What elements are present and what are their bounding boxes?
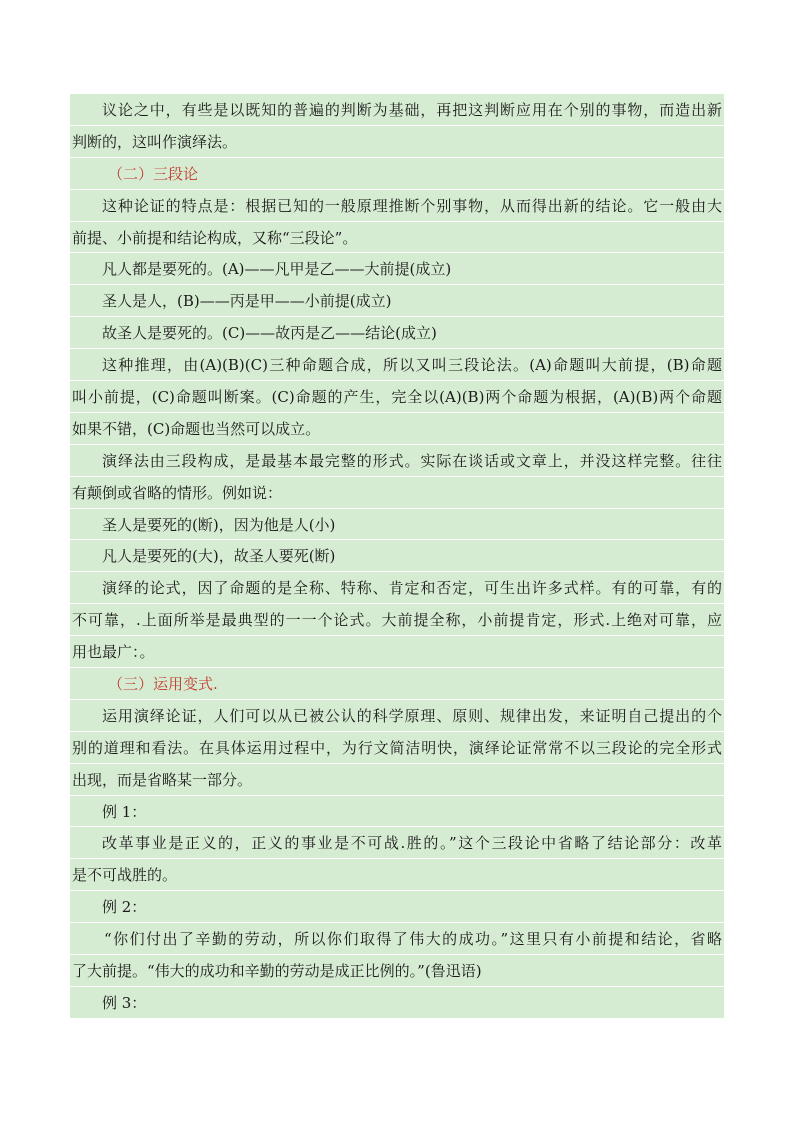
document-body (70, 93, 724, 1018)
text-line: 出现，而是省略某一部分。 (70, 763, 724, 795)
text-line: 别的道理和看法。在具体运用过程中，为行文简洁明快，演绎论证常常不以三段论的完全形式 (70, 731, 724, 763)
section-heading: （二）三段论 (70, 157, 724, 189)
text-line: 是不可战胜的。 (70, 858, 724, 890)
text-line: 例 2： (70, 890, 724, 922)
text-line: 例 3： (70, 986, 724, 1018)
section-heading: （三）运用变式. (70, 667, 724, 699)
text-line: 圣人是要死的(断)，因为他是人(小) (70, 508, 724, 540)
text-line: “你们付出了辛勤的劳动，所以你们取得了伟大的成功。”这里只有小前提和结论，省略 (70, 922, 724, 954)
text-line: 前提、小前提和结论构成，又称“三段论”。 (70, 221, 724, 253)
text-line: 有颠倒或省略的情形。例如说： (70, 476, 724, 508)
text-line: 演绎法由三段构成，是最基本最完整的形式。实际在谈话或文章上，并没这样完整。往往 (70, 444, 724, 476)
text-line: 叫小前提，(C)命题叫断案。(C)命题的产生，完全以(A)(B)两个命题为根据，(A)(B)两个命题 (70, 380, 724, 412)
text-line: 运用演绎论证，人们可以从已被公认的科学原理、原则、规律出发，来证明自己提出的个 (70, 699, 724, 731)
text-line: 了大前提。“伟大的成功和辛勤的劳动是成正比例的。”(鲁迅语) (70, 954, 724, 986)
text-line: 这种推理，由(A)(B)(C)三种命题合成，所以又叫三段论法。(A)命题叫大前提，(B)命题 (70, 348, 724, 380)
text-line: 这种论证的特点是：根据已知的一般原理推断个别事物，从而得出新的结论。它一般由大 (70, 189, 724, 221)
text-line: 用也最广：。 (70, 635, 724, 667)
text-line: 如果不错，(C)命题也当然可以成立。 (70, 412, 724, 444)
text-line: 例 1： (70, 795, 724, 827)
text-line: 圣人是人，(B)——丙是甲——小前提(成立) (70, 284, 724, 316)
text-line: 判断的，这叫作演绎法。 (70, 125, 724, 157)
text-line: 演绎的论式，因了命题的是全称、特称、肯定和否定，可生出许多式样。有的可靠，有的 (70, 571, 724, 603)
text-line: 改革事业是正义的，正义的事业是不可战.胜的。”这个三段论中省略了结论部分：改革 (70, 826, 724, 858)
text-line: 故圣人是要死的。(C)——故丙是乙——结论(成立) (70, 316, 724, 348)
text-line: 议论之中，有些是以既知的普遍的判断为基础，再把这判断应用在个别的事物，而造出新 (70, 93, 724, 125)
text-line: 凡人都是要死的。(A)——凡甲是乙——大前提(成立) (70, 252, 724, 284)
text-line: 凡人是要死的(大)，故圣人要死(断) (70, 539, 724, 571)
text-line: 不可靠，.上面所举是最典型的一一个论式。大前提全称，小前提肯定，形式.上绝对可靠，应 (70, 603, 724, 635)
